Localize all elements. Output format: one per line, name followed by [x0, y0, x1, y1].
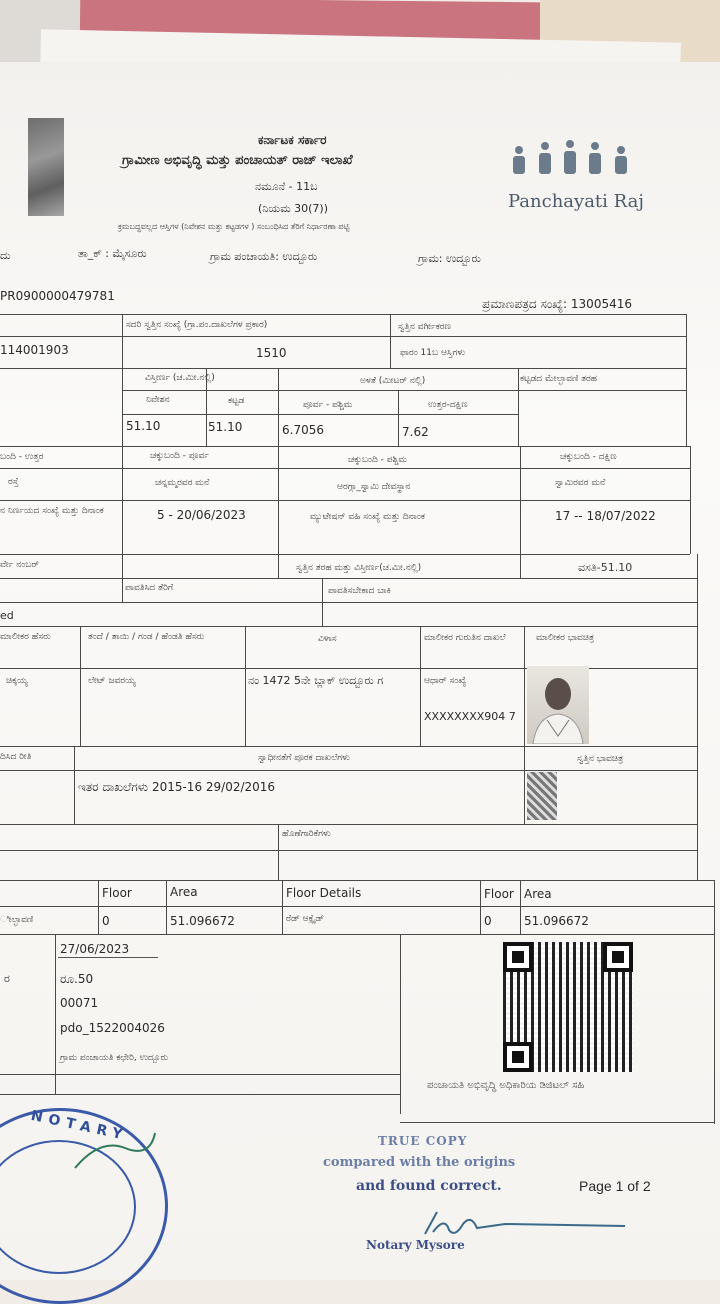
notary-name: Notary Mysore	[366, 1238, 465, 1252]
mutation-value: 17 -- 18/07/2022	[555, 509, 656, 523]
gram-panchayat: ಗ್ರಾಮ ಪಂಚಾಯತಿ: ಉದ್ಬೂರು	[210, 250, 318, 263]
building-type-label: ಕಟ್ಟಡದ ಮೇಲ್ಛಾವಣಿ ತರಹ	[520, 374, 597, 384]
stamp-signature-icon	[70, 1128, 160, 1178]
form-subtitle: ಕ್ರಮಬದ್ಧವಲ್ಲದ ಆಸ್ತಿಗಳ (ನಿವೇಶನ ಮತ್ತು ಕಟ್ಟಡಗಳ ) ಸಂಬಂಧಿಸಿದ ತೆರಿಗೆ ನಿರ್ಧಾರಣಾ ಪಟ್ಟಿ	[118, 222, 350, 231]
area-value-left: 51.096672	[170, 914, 235, 928]
pdo-id: pdo_1522004026	[60, 1021, 165, 1035]
east-boundary: ಚನ್ನಮ್ಮರವರ ಮನೆ	[155, 478, 210, 488]
floor-header-right: Floor	[484, 887, 514, 901]
property-photo-label: ಸ್ವತ್ತಿನ ಭಾವಚಿತ್ರ	[577, 754, 624, 764]
south-boundary: ಸ್ವಾಮಿರವರ ಮನೆ	[555, 478, 606, 488]
village: ಗ್ರಾಮ: ಉದ್ಬೂರು	[418, 252, 481, 265]
north-south-label: ಉತ್ತರ-ದಕ್ಷಿಣ	[428, 400, 468, 410]
east-boundary-label: ಚಕ್ಕುಬಂದಿ - ಪೂರ್ವ	[150, 451, 209, 461]
dimensions-label: ಅಳತೆ (ಮೀಟರ್ ನಲ್ಲಿ)	[360, 376, 426, 386]
owner-name-label: ಮಾಲೀಕರ ಹೆಸರು	[0, 632, 51, 642]
district-label: ದು	[0, 249, 11, 262]
resolution-value: 5 - 20/06/2023	[157, 508, 246, 522]
notary-signature-icon	[415, 1206, 635, 1242]
area-header-right: Area	[524, 887, 552, 901]
fee: ರೂ.50	[60, 972, 94, 986]
floor-header-left: Floor	[102, 886, 132, 900]
owner-id-label: ಮಾಲೀಕರ ಗುರುತಿನ ದಾಖಲೆ	[424, 633, 506, 643]
property-photo	[527, 772, 557, 820]
west-boundary-label: ಚಕ್ಕುಬಂದಿ - ಪಶ್ಚಿಮ	[348, 455, 407, 465]
logo-text: Panchayati Raj	[508, 191, 644, 212]
floor-value-right: 0	[484, 914, 492, 928]
site-label: ನಿವೇಶನ	[146, 395, 170, 405]
page-indicator: Page 1 of 2	[579, 1178, 651, 1194]
pr-number: PR090000047978​1	[0, 289, 115, 303]
acquisition-label: ದಿಸಿದ ರೀತಿ	[0, 752, 32, 762]
area-value-right: 51.096672	[524, 914, 589, 928]
north-south-value: 7.62	[402, 425, 429, 439]
stamp-text: NOTARY	[29, 1107, 130, 1145]
owner-name: ಚಿಕ್ಕಯ್ಯ	[6, 676, 28, 686]
building-label: ಕಟ್ಟಡ	[228, 396, 245, 406]
extent-label: ವಿಸ್ತೀರ್ಣ (ಚ.ಮೀ.ನಲ್ಲಿ)	[145, 373, 215, 383]
owner-photo	[527, 666, 589, 744]
office-name: ಗ್ರಾಮ ಪಂಚಾಯತಿ ಕಛೇರಿ, ಉದ್ಬೂರು	[60, 1053, 169, 1063]
floor-details-header: Floor Details	[286, 886, 362, 900]
property-number-label: ಸದರಿ ಸ್ವತ್ತಿನ ಸಂಖ್ಯೆ (ಗ್ರಾ.ಪಂ.ದಾಖಲೆಗಳ ಪ್ರಕಾರ)	[126, 320, 268, 330]
rule-number: (ನಿಯಮ 30(7))	[258, 202, 329, 215]
liabilities-label: ಹೊಣೆಗಾರಿಕೆಗಳು	[282, 829, 331, 839]
qr-code-icon	[503, 942, 633, 1072]
department-title: ಗ್ರಾಮೀಣ ಅಭಿವೃದ್ಧಿ ಮತ್ತು ಪಂಚಾಯತ್ ರಾಜ್ ಇಲಾಖೆ	[122, 153, 353, 168]
owner-id-value: XXXXXXXX904 7	[424, 710, 516, 723]
digital-signature-label: ಪಂಚಾಯತಿ ಅಭಿವೃದ್ಧಿ ಅಧಿಕಾರಿಯ ಡಿಜಿಟಲ್ ಸಹಿ	[427, 1080, 585, 1091]
east-west-label: ಪೂರ್ವ - ಪಶ್ಚಿಮ	[303, 400, 353, 410]
found-correct-text: and found correct.	[356, 1178, 502, 1194]
panchayati-raj-logo-icon	[505, 140, 635, 180]
father-name-label: ತಂದೆ / ತಾಯಿ / ಗಂಡ / ಹೆಂಡತಿ ಹೆಸರು	[88, 632, 205, 642]
site-area: 51.10	[126, 419, 161, 433]
supporting-docs-value: ಇತರ ದಾಖಲೆಗಳು 2015-16 29/02/2016	[78, 780, 276, 794]
building-area: 51.10	[208, 420, 243, 434]
issue-date: 27/06/2023	[60, 942, 130, 956]
survey-label: ರ್ವೇ ನಂಬರ್	[0, 560, 40, 570]
north-boundary-label: ಬಂದಿ - ಉತ್ತರ	[0, 452, 44, 462]
form-number: ನಮೂನೆ - 11ಬ	[255, 180, 318, 193]
east-west-value: 6.7056	[282, 423, 324, 437]
classification-value: ಫಾರಂ 11ಬ ಆಸ್ತಿಗಳು	[400, 348, 466, 358]
issue-row-label: ರ	[4, 972, 10, 985]
true-copy-text: TRUE COPY	[378, 1134, 468, 1148]
property-type-value: ವಸತಿ-51.10	[578, 561, 633, 574]
row-label: ed	[0, 609, 14, 622]
address-label: ವಿಳಾಸ	[318, 634, 337, 644]
west-boundary: ಆರಗ್ಗಾ_ಸ್ವಾಮಿ ದೇವಸ್ಥಾನ	[337, 482, 411, 492]
supporting-docs-label: ಸ್ವಾಧೀನತೆಗೆ ಪೂರಕ ದಾಖಲೆಗಳು	[258, 753, 350, 763]
classification-label: ಸ್ವತ್ತಿನ ವರ್ಗೀಕರಣ	[398, 322, 451, 332]
property-number: 1510	[256, 346, 287, 360]
owner-photo-label: ಮಾಲೀಕರ ಭಾವಚಿತ್ರ	[536, 633, 595, 643]
roof-type-right: ರೆಡ್ ಆಕ್ಸೈಡ್	[286, 914, 325, 924]
area-header-left: Area	[170, 885, 198, 899]
tax-paid-label: ಪಾವತಿಸಿದ ತೆರಿಗೆ	[125, 583, 174, 593]
father-name: ಲೇಟ್ ಜವರಯ್ಯ	[88, 676, 136, 686]
property-id: 114001903	[0, 343, 69, 357]
property-type-label: ಸ್ವತ್ತಿನ ತರಹ ಮತ್ತು ವಿಸ್ತೀರ್ಣ(ಚ.ಮೀ.ನಲ್ಲಿ)	[296, 563, 422, 573]
roof-type-left: ೀಲ್ಛಾವಣಿ	[0, 915, 34, 925]
floor-value-left: 0	[102, 914, 110, 928]
north-boundary: ರಸ್ತೆ	[8, 477, 19, 487]
tax-due-label: ಪಾವತಿಸಬೇಕಾದ ಬಾಕಿ	[328, 586, 391, 596]
certificate-number: ಪ್ರಮಾಣಪತ್ರದ ಸಂಖ್ಯೆ: 13005416	[482, 297, 632, 311]
document-page	[0, 62, 720, 1280]
state-emblem-icon	[28, 118, 64, 216]
state-title: ಕರ್ನಾಟಕ ಸರ್ಕಾರ	[258, 133, 327, 147]
receipt-number: 00071	[60, 996, 99, 1010]
compared-text: compared with the origins	[323, 1155, 516, 1170]
mutation-label: ಮ್ಯುಟೇಷನ್ ವಹಿ ಸಂಖ್ಯೆ ಮತ್ತು ದಿನಾಂಕ	[310, 512, 425, 522]
south-boundary-label: ಚಕ್ಕುಬಂದಿ - ದಕ್ಷಿಣ	[560, 452, 617, 462]
resolution-label: ನ ನಿರ್ಣಯದ ಸಂಖ್ಯೆ ಮತ್ತು ದಿನಾಂಕ	[0, 506, 104, 516]
owner-id-type: ಆಧಾರ್ ಸಂಖ್ಯೆ	[424, 676, 467, 686]
owner-address: ನಂ 1472 5ನೇ ಬ್ಲಾಕ್ ಉದ್ಬೂರು ಗ	[248, 674, 384, 687]
taluk: ತಾ_ಕ್ : ಮೈಸೂರು	[78, 247, 147, 260]
